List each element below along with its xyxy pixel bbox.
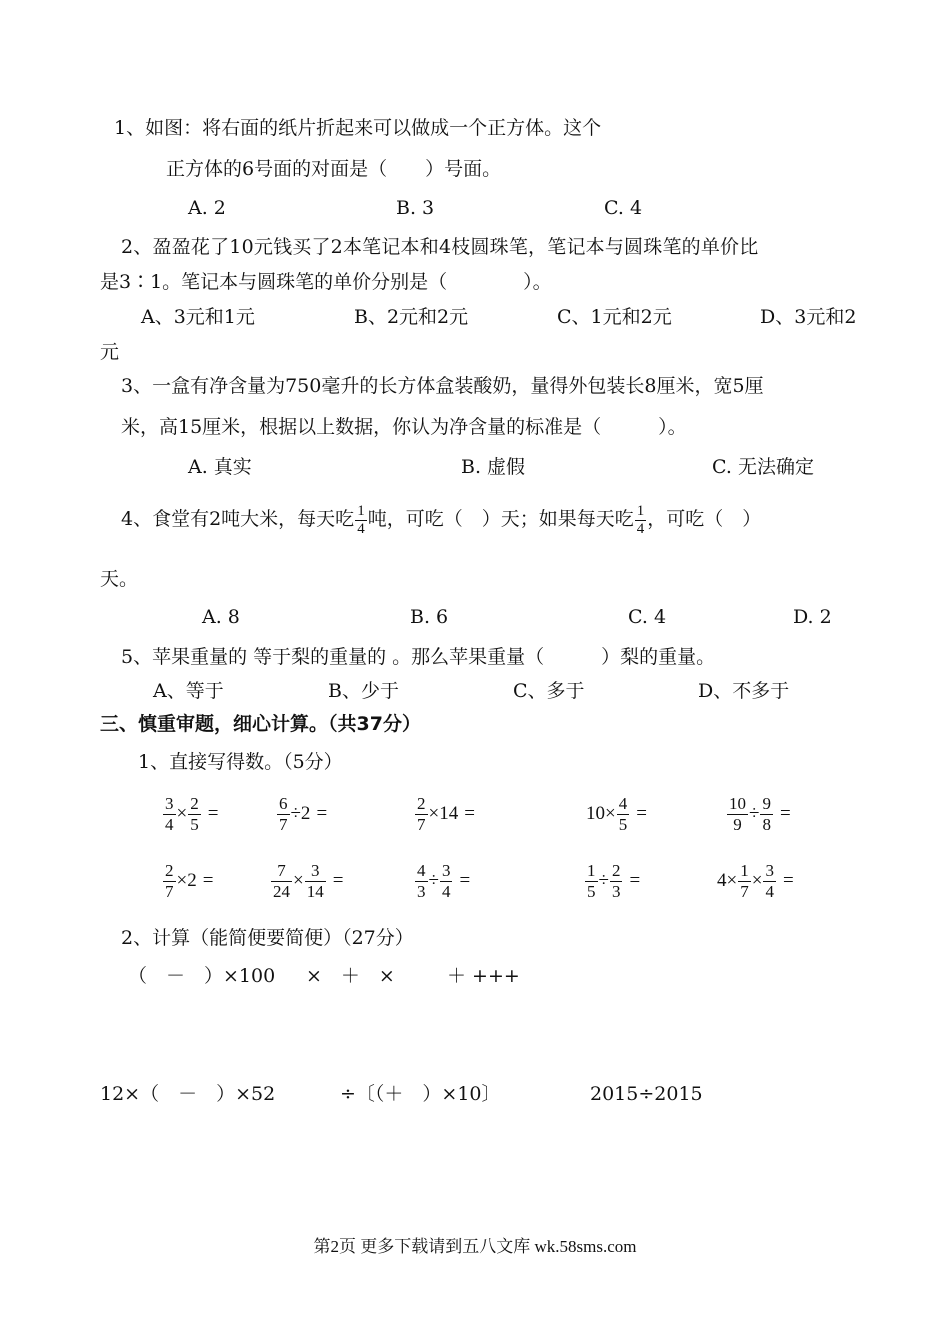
q2-line1: 2、盈盈花了10元钱买了2本笔记本和4枝圆珠笔，笔记本与圆珠笔的单价比 [121, 236, 759, 258]
q4-text-3: ，可吃（ ） [647, 508, 762, 530]
mental-r1c2 [276, 791, 327, 836]
q4-option-c: C. 4 [628, 606, 667, 628]
fraction [415, 794, 428, 835]
numerator: 4 [618, 793, 628, 813]
fraction [610, 861, 623, 902]
numerator: 3 [765, 860, 774, 880]
numerator: 3 [441, 860, 451, 880]
q2-option-d: D、3元和2 [760, 306, 857, 328]
equals: = [207, 803, 219, 824]
denominator: 5 [190, 814, 199, 834]
mental-r2c2 [270, 858, 343, 903]
q2-option-b: B、2元和2元 [354, 306, 469, 328]
numerator: 9 [762, 793, 771, 813]
q2-option-a: A、3元和1元 [141, 306, 255, 328]
equals: = [459, 870, 471, 891]
fraction [738, 861, 751, 902]
q3-line2: 米，高15厘米，根据以上数据，你认为净含量的标准是（ ）。 [121, 416, 687, 438]
numerator: 7 [271, 861, 292, 882]
calc-r1c2: × ＋ × [306, 965, 395, 987]
denominator: 7 [165, 881, 174, 901]
denominator: 5 [587, 881, 596, 901]
prefix: 4× [717, 870, 738, 891]
calc-r2c1: 12×（ － ）×52 [100, 1083, 276, 1105]
fraction [305, 861, 326, 902]
q4-line1 [121, 496, 761, 542]
fraction [763, 861, 776, 902]
denominator: 14 [306, 881, 324, 901]
q1-option-c: C. 4 [604, 197, 643, 219]
denominator: 8 [762, 814, 771, 834]
equals: = [779, 803, 791, 824]
section-3-heading: 三、慎重审题，细心计算。（共37分） [100, 713, 421, 735]
fraction [163, 794, 176, 835]
operator: ×14 [428, 803, 459, 824]
equals: = [782, 870, 794, 891]
calc-r2c3: 2015÷2015 [590, 1083, 703, 1105]
q4-option-d: D. 2 [793, 606, 832, 628]
fraction [727, 794, 748, 835]
q4-fraction-2 [635, 503, 647, 538]
numerator: 2 [611, 860, 621, 880]
q1-option-b: B. 3 [396, 197, 435, 219]
q4-text-2: 吨，可吃（ ）天；如果每天吃 [367, 508, 634, 530]
numerator: 3 [305, 861, 326, 882]
denominator: 4 [765, 881, 774, 901]
mental-r1c3 [414, 791, 475, 836]
numerator: 2 [417, 793, 426, 813]
q5-line1: 5、苹果重量的 等于梨的重量的 。那么苹果重量（ ）梨的重量。 [121, 646, 716, 668]
numerator: 2 [190, 793, 199, 813]
operator: ×2 [176, 870, 197, 891]
fraction [440, 861, 453, 902]
operator: ÷ [749, 803, 760, 824]
equals: = [316, 803, 328, 824]
q3-line1: 3、一盒有净含量为750毫升的长方体盒装酸奶，量得外包装长8厘米，宽5厘 [121, 375, 764, 397]
q1-option-a: A. 2 [188, 197, 226, 219]
fraction [163, 861, 176, 902]
section-3-sub1: 1、直接写得数。（5分） [138, 751, 343, 773]
fraction [617, 794, 630, 835]
operator: ÷ [428, 870, 439, 891]
mental-r2c5 [717, 858, 794, 903]
q4-option-b: B. 6 [410, 606, 449, 628]
page-footer: 第2页 更多下载请到五八文库 wk.58sms.com [313, 1237, 637, 1256]
numerator: 1 [587, 860, 596, 880]
fraction [760, 794, 773, 835]
denominator: 3 [611, 881, 621, 901]
q5-option-b: B、少于 [328, 680, 399, 702]
q4-option-a: A. 8 [202, 606, 240, 628]
denominator: 5 [618, 814, 628, 834]
denominator: 7 [740, 881, 749, 901]
q4-text-1: 4、食堂有2吨大米，每天吃 [121, 508, 355, 530]
operator: ÷2 [290, 803, 311, 824]
q1-line1: 1、如图：将右面的纸片折起来可以做成一个正方体。这个 [114, 117, 602, 139]
calc-r2c2: ÷〔（＋ ）×10〕 [340, 1083, 501, 1105]
numerator: 6 [279, 793, 288, 813]
fraction [415, 861, 428, 902]
denominator: 7 [279, 814, 288, 834]
q5-option-d: D、不多于 [698, 680, 790, 702]
q2-line2: 是3∶1。笔记本与圆珠笔的单价分别是（ ）。 [100, 271, 552, 293]
q4-fraction-2-den: 4 [636, 520, 645, 537]
numerator: 4 [417, 860, 426, 880]
calc-r1c3: ＋ +++ [447, 965, 520, 987]
q1-line2: 正方体的6号面的对面是（ ）号面。 [166, 158, 502, 180]
denominator: 24 [273, 881, 290, 901]
denominator: 4 [441, 881, 451, 901]
q4-fraction-1 [355, 503, 367, 538]
operator: × [293, 870, 304, 891]
q4-wrap: 天。 [100, 568, 139, 590]
denominator: 4 [165, 814, 174, 834]
operator: ÷ [598, 870, 609, 891]
mental-r1c1 [162, 791, 218, 836]
mental-r2c3 [414, 858, 470, 903]
q4-fraction-1-den: 4 [357, 520, 365, 537]
prefix: 10× [586, 803, 616, 824]
fraction [585, 861, 598, 902]
q4-fraction-1-num: 1 [357, 502, 365, 519]
fraction [271, 861, 292, 902]
equals: = [332, 870, 344, 891]
numerator: 1 [740, 860, 749, 880]
denominator: 3 [417, 881, 426, 901]
equals: = [202, 870, 214, 891]
operator: × [751, 870, 763, 891]
mental-r1c5 [726, 791, 791, 836]
denominator: 9 [733, 814, 742, 834]
q3-option-b: B. 虚假 [461, 456, 526, 478]
q4-fraction-2-num: 1 [636, 502, 645, 519]
numerator: 10 [729, 793, 746, 813]
equals: = [636, 803, 647, 824]
equals: = [464, 803, 475, 824]
q2-wrap: 元 [100, 341, 120, 363]
mental-r2c1 [162, 858, 213, 903]
section-3-sub2: 2、计算（能简便要简便）（27分） [121, 927, 414, 949]
q5-option-c: C、多于 [513, 680, 585, 702]
q5-option-a: A、等于 [153, 680, 224, 702]
mental-r2c4 [584, 858, 640, 903]
numerator: 3 [165, 793, 174, 813]
fraction [188, 794, 201, 835]
operator: × [176, 803, 188, 824]
calc-r1c1: （ － ）×100 [128, 965, 276, 987]
q3-option-c: C. 无法确定 [712, 456, 814, 478]
q3-option-a: A. 真实 [188, 456, 252, 478]
denominator: 7 [417, 814, 426, 834]
numerator: 2 [165, 860, 174, 880]
q2-option-c: C、1元和2元 [557, 306, 672, 328]
equals: = [629, 870, 641, 891]
fraction [277, 794, 290, 835]
mental-r1c4 [586, 791, 647, 836]
